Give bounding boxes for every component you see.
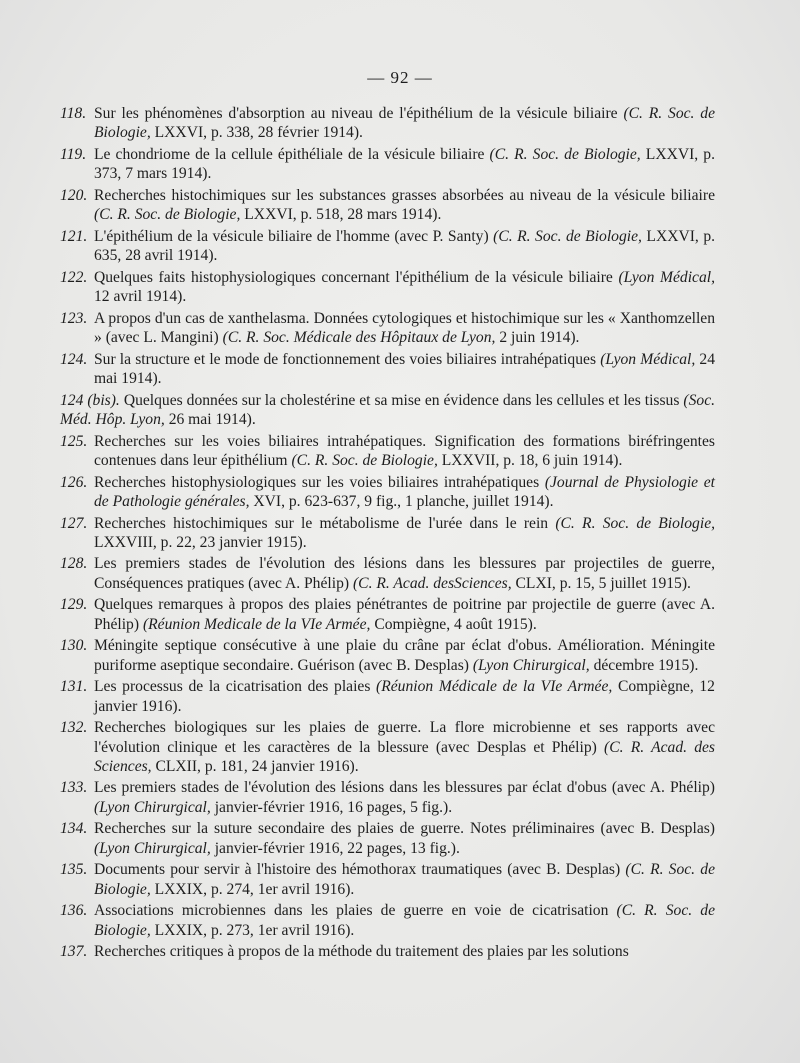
entry-source: (Lyon Médical,	[618, 268, 716, 286]
bibliography-entry	[60, 677, 715, 715]
entry-title: Documents pour servir à l'histoire des hémothorax traumatiques (avec B. Desplas)	[94, 861, 621, 879]
entry-number: 134.	[60, 820, 88, 838]
bibliography-entry	[60, 227, 715, 265]
bibliography-entry	[60, 819, 715, 857]
bibliography-entry	[60, 186, 715, 224]
bibliography-entry	[60, 554, 715, 592]
entry-source: (C. R. Soc. de Biologie,	[291, 451, 438, 469]
bibliography-entry	[60, 636, 715, 674]
entry-source: (C. R. Soc. de Biologie,	[493, 227, 642, 245]
entry-source: (C. R. Acad. des Sciences,	[94, 738, 715, 775]
entry-source: (Journal de Physiologie et de Pathologie générales,	[94, 473, 715, 510]
entry-details: LXXVII, p. 18, 6 juin 1914).	[441, 451, 623, 469]
entry-number: 118.	[60, 105, 87, 122]
entry-source: (Réunion Medicale de la VIe Armée,	[142, 615, 371, 633]
entry-number: 124 (bis).	[60, 391, 120, 409]
bibliography-entry	[60, 145, 715, 183]
entry-title: Méningite septique consécutive à une plaie du crâne par éclat d'obus. Amélioration. Méningite puriforme aseptique secondaire. Guérison (avec B. Desplas)	[94, 637, 715, 674]
entry-number: 124.	[60, 350, 88, 368]
entry-title: Associations microbiennes dans les plaies de guerre en voie de cicatrisation	[94, 902, 609, 920]
entry-details: 12 avril 1914).	[94, 288, 187, 306]
entry-number: 135.	[60, 861, 88, 879]
entry-number: 131.	[60, 678, 88, 696]
entry-title: Recherches critiques à propos de la méthode du traitement des plaies par les solutions	[94, 943, 629, 961]
entry-title: Quelques données sur la cholestérine et sa mise en évidence dans les cellules et les tissus	[123, 391, 680, 409]
bibliography-entry	[60, 514, 715, 552]
entry-title: Recherches sur la suture secondaire des plaies de guerre. Notes préliminaires (avec B. Desplas)	[94, 820, 715, 838]
entry-source: (C. R. Soc. de Biologie,	[489, 145, 641, 163]
entry-details: XVI, p. 623-637, 9 fig., 1 planche, juillet 1914).	[253, 492, 554, 510]
entry-title: Le chondriome de la cellule épithéliale de la vésicule biliaire	[94, 145, 485, 163]
entry-number: 130.	[60, 637, 88, 655]
entry-source: (C. R. Soc. de Biologie,	[94, 861, 715, 898]
entry-title: Sur la structure et le mode de fonctionnement des voies biliaires intrahépatiques	[94, 350, 597, 368]
bibliography-entry	[60, 718, 715, 776]
entry-source: (C. R. Acad. desSciences,	[352, 574, 512, 592]
entry-details: janvier-février 1916, 22 pages, 13 fig.).	[214, 839, 460, 857]
entry-number: 137.	[60, 943, 88, 961]
entry-source: (C. R. Soc. de Biologie,	[94, 206, 241, 224]
entry-details: LXXIX, p. 273, 1er avril 1916).	[154, 921, 355, 939]
entry-title: Recherches histophysiologiques sur les voies biliaires intrahépatiques	[94, 473, 540, 491]
entry-details: Compiègne, 4 août 1915).	[374, 615, 537, 633]
entry-details: LXXVI, p. 518, 28 mars 1914).	[244, 206, 442, 224]
entry-title: Recherches histochimiques sur les substances grasses absorbées au niveau de la vésicule biliaire	[94, 186, 715, 204]
bibliography-entry	[60, 268, 715, 306]
entry-source: (Réunion Médicale de la VIe Armée,	[376, 678, 613, 696]
entry-number: 125.	[60, 432, 88, 450]
entry-number: 123.	[60, 309, 88, 327]
entry-title: Les premiers stades de l'évolution des lésions dans les blessures par éclat d'obus (avec A. Phélip)	[94, 779, 715, 797]
entry-details: LXXVIII, p. 22, 23 janvier 1915).	[94, 533, 307, 551]
entry-title: Recherches histochimiques sur le métabolisme de l'urée dans le rein	[94, 514, 549, 532]
entry-title: L'épithélium de la vésicule biliaire de l'homme (avec P. Santy)	[94, 227, 489, 245]
entry-details: Compiègne, 12 janvier 1916).	[94, 678, 715, 715]
entry-source: (Soc. Méd. Hôp. Lyon,	[60, 391, 716, 428]
entry-details: 2 juin 1914).	[499, 328, 580, 346]
entry-details: LXXIX, p. 274, 1er avril 1916).	[154, 880, 355, 898]
entry-number: 121.	[60, 227, 88, 245]
bibliography-entry	[60, 432, 715, 470]
entry-details: décembre 1915).	[593, 656, 699, 674]
entry-number: 126.	[60, 473, 88, 491]
entry-title: Sur les phénomènes d'absorption au niveau de l'épithélium de la vésicule biliaire	[94, 105, 618, 122]
bibliography-entry	[60, 309, 715, 347]
entry-details: janvier-février 1916, 16 pages, 5 fig.).	[214, 798, 453, 816]
entry-number: 133.	[60, 779, 88, 797]
bibliography-entry	[60, 901, 715, 939]
entry-details: CLXI, p. 15, 5 juillet 1915).	[515, 574, 691, 592]
entry-source: (C. R. Soc. de Biologie,	[94, 902, 715, 939]
bibliography-list	[60, 104, 715, 964]
bibliography-entry	[60, 860, 715, 898]
entry-number: 136.	[60, 902, 88, 920]
page-number: — 92 —	[367, 68, 433, 87]
entry-title: Recherches sur les voies biliaires intrahépatiques. Signification des formations biréfringentes contenues dans leur épithélium	[94, 432, 715, 469]
entry-source: (C. R. Soc. de Biologie,	[555, 514, 716, 532]
entry-number: 120.	[60, 186, 88, 204]
bibliography-entry	[60, 104, 715, 142]
entry-details: LXXVI, p. 373, 7 mars 1914).	[94, 145, 715, 183]
entry-details: LXXVI, p. 635, 28 avril 1914).	[94, 227, 716, 265]
entry-title: Les premiers stades de l'évolution des lésions dans les blessures par projectiles de guerre, Conséquences pratiques (avec A. Phélip)	[94, 555, 715, 592]
entry-details: 26 mai 1914).	[168, 410, 256, 428]
entry-title: Les processus de la cicatrisation des plaies	[94, 678, 371, 696]
entry-number: 127.	[60, 514, 88, 532]
bibliography-entry	[60, 942, 715, 961]
entry-source: (Lyon Chirurgical,	[94, 798, 211, 816]
entry-title: A propos d'un cas de xanthelasma. Données cytologiques et histochimique sur les « Xanthomzellen » (avec L. Mangini)	[94, 309, 715, 346]
entry-details: LXXVI, p. 338, 28 février 1914).	[154, 124, 363, 142]
entry-number: 119.	[60, 145, 87, 163]
bibliography-entry	[60, 391, 715, 429]
entry-title: Quelques faits histophysiologiques concernant l'épithélium de la vésicule biliaire	[94, 268, 613, 286]
entry-title: Quelques remarques à propos des plaies pénétrantes de poitrine par projectile de guerre (avec A. Phélip)	[94, 596, 715, 633]
entry-number: 128.	[60, 555, 88, 573]
entry-source: (C. R. Soc. de Biologie,	[94, 105, 716, 142]
entry-number: 132.	[60, 719, 88, 737]
entry-source: (Lyon Médical,	[600, 350, 696, 368]
bibliography-entry	[60, 778, 715, 816]
entry-details: CLXII, p. 181, 24 janvier 1916).	[155, 757, 359, 775]
entry-number: 129.	[60, 596, 88, 614]
entry-details: 24 mai 1914).	[94, 350, 715, 387]
entry-title: Recherches biologiques sur les plaies de guerre. La flore microbienne et ses rapports avec l'évolution clinique et les caractères de la blessure (avec Desplas et Phélip)	[94, 719, 715, 756]
entry-number: 122.	[60, 268, 88, 286]
bibliography-entry	[60, 595, 715, 633]
entry-source: (C. R. Soc. Médicale des Hôpitaux de Lyon,	[222, 328, 496, 346]
entry-source: (Lyon Chirurgical,	[472, 656, 590, 674]
entry-source: (Lyon Chirurgical,	[94, 839, 211, 857]
bibliography-entry	[60, 350, 715, 388]
bibliography-entry	[60, 473, 715, 511]
